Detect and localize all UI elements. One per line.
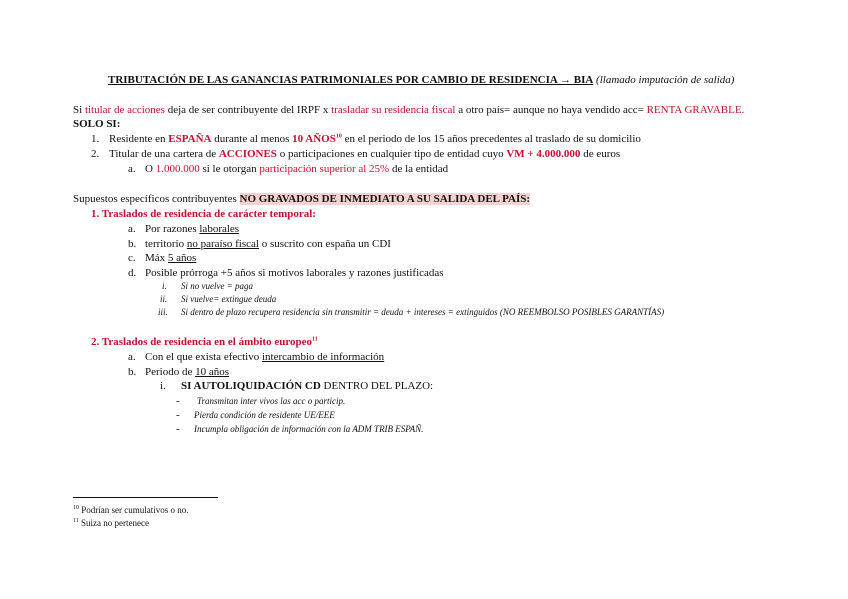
list-item-2a-marker: a.	[128, 163, 136, 175]
item-text: Periodo de	[145, 366, 196, 378]
s2-dash2-marker: -	[176, 409, 180, 421]
intro-paragraph	[73, 103, 744, 117]
footnote-text: Suiza no pertenece	[78, 518, 149, 528]
item-underlined: laborales	[199, 223, 240, 235]
s1-item-d: Posible prórroga +5 años si motivos laborales y razones justificadas	[145, 267, 444, 279]
s1-b-marker: b.	[128, 238, 137, 250]
list-item-2a	[145, 162, 448, 176]
footnote-ref-10[interactable]: 10	[335, 133, 342, 140]
list-item-1-marker: 1.	[91, 133, 100, 145]
intro-keyword: RENTA GRAVABLE.	[646, 104, 745, 116]
list-item-2-marker: 2.	[91, 148, 100, 160]
item-bold: SI AUTOLIQUIDACIÓN CD	[181, 380, 321, 392]
footnote-divider	[73, 497, 218, 498]
s2-dash3-marker: -	[176, 423, 180, 435]
s1-dii-marker: ii.	[160, 294, 168, 304]
footnote-11	[73, 517, 149, 529]
list-item-2	[109, 147, 620, 161]
item-text: Por razones	[145, 223, 200, 235]
item-keyword: VM + 4.000.000	[506, 148, 581, 160]
item-keyword: participación superior al 25%	[259, 163, 390, 175]
footnote-text: Podrían ser cumulativos o no.	[79, 505, 189, 515]
item-underlined: 5 años	[167, 252, 197, 264]
item-text: Con el que exista efectivo	[145, 351, 262, 363]
s1-c-marker: c.	[128, 252, 136, 264]
footnote-number: 10	[73, 505, 79, 511]
section-1-heading: 1. Traslados de residencia de carácter temporal:	[91, 208, 316, 220]
item-keyword: ACCIONES	[218, 148, 277, 160]
section-2-heading	[91, 335, 318, 349]
s1-item-c	[145, 251, 196, 265]
s1-item-b	[145, 237, 391, 251]
title-note: (llamado imputación de salida)	[596, 74, 735, 86]
supuestos-text: Supuestos específicos contribuyentes	[73, 193, 240, 205]
s1-di-marker: i.	[162, 281, 167, 291]
item-text: Máx	[145, 252, 168, 264]
s2-dash1-marker: -	[176, 395, 180, 407]
item-text: DENTRO DEL PLAZO:	[320, 380, 434, 392]
s2-a-marker: a.	[128, 351, 136, 363]
s1-diii-marker: iii.	[158, 307, 168, 317]
s2-b-marker: b.	[128, 366, 137, 378]
item-text: territorio	[145, 238, 187, 250]
s2-item-a	[145, 350, 384, 364]
s1-item-di: Si no vuelve = paga	[181, 281, 254, 291]
supuestos-paragraph	[73, 192, 530, 206]
item-keyword: 10 AÑOS	[292, 133, 336, 145]
s2-item-dash3: Incumpla obligación de información con la ADM TRIB ESPAÑ.	[194, 424, 424, 434]
footnote-10	[73, 504, 189, 516]
item-text: o participaciones en cualquier tipo de entidad cuyo	[276, 148, 507, 160]
intro-keyword: trasladar su residencia fiscal	[331, 104, 456, 116]
item-text: Titular de una cartera de	[109, 148, 219, 160]
supuestos-highlight: NO GRAVADOS DE INMEDIATO A SU SALIDA DEL PAÍS:	[239, 193, 531, 205]
s1-item-diii: Si dentro de plazo recupera residencia sin transmitir = deuda + intereses = extinguidos (NO REEMBOLSO POSIBLES GARANTÍAS)	[181, 307, 665, 317]
item-underlined: no paraíso fiscal	[186, 238, 259, 250]
item-text: o suscrito con españa un CDI	[258, 238, 391, 250]
intro-text: a otro país= aunque no haya vendido acc=	[455, 104, 647, 116]
item-text: O	[145, 163, 156, 175]
footnote-ref-11[interactable]: 11	[312, 336, 318, 343]
list-item-1	[109, 132, 641, 146]
title-main: TRIBUTACIÓN DE LAS GANANCIAS PATRIMONIALES POR CAMBIO DE RESIDENCIA → BIA	[108, 74, 594, 86]
section-2-heading-text: 2. Traslados de residencia en el ámbito europeo	[91, 336, 313, 348]
solo-si-label: SOLO SI:	[73, 118, 121, 130]
item-text: si le otorgan	[199, 163, 260, 175]
item-underlined: 10 años	[195, 366, 230, 378]
s1-d-marker: d.	[128, 267, 137, 279]
intro-text: Si	[73, 104, 85, 116]
footnote-number: 11	[73, 518, 79, 524]
s2-bi-marker: i.	[160, 380, 166, 392]
item-underlined: intercambio de información	[262, 351, 385, 363]
document-title	[108, 73, 734, 87]
item-text: de la entidad	[389, 163, 449, 175]
item-text: Residente en	[109, 133, 169, 145]
item-text: en el periodo de los 15 años precedentes al traslado de su domicilio	[341, 133, 641, 145]
item-text: de euros	[580, 148, 621, 160]
item-keyword: ESPAÑA	[168, 133, 212, 145]
intro-keyword: titular de acciones	[84, 104, 165, 116]
s2-item-bi	[181, 379, 433, 393]
s2-item-dash1: Transmitan inter vivos las acc o particip.	[197, 396, 346, 406]
s2-item-b	[145, 365, 229, 379]
item-text: durante al menos	[211, 133, 293, 145]
s1-a-marker: a.	[128, 223, 136, 235]
s2-item-dash2: Pierda condición de residente UE/EEE	[194, 410, 335, 420]
intro-text: deja de ser contribuyente del IRPF x	[164, 104, 332, 116]
s1-item-a	[145, 222, 239, 236]
s1-item-dii: Si vuelve= extingue deuda	[181, 294, 277, 304]
item-keyword: 1.000.000	[155, 163, 200, 175]
